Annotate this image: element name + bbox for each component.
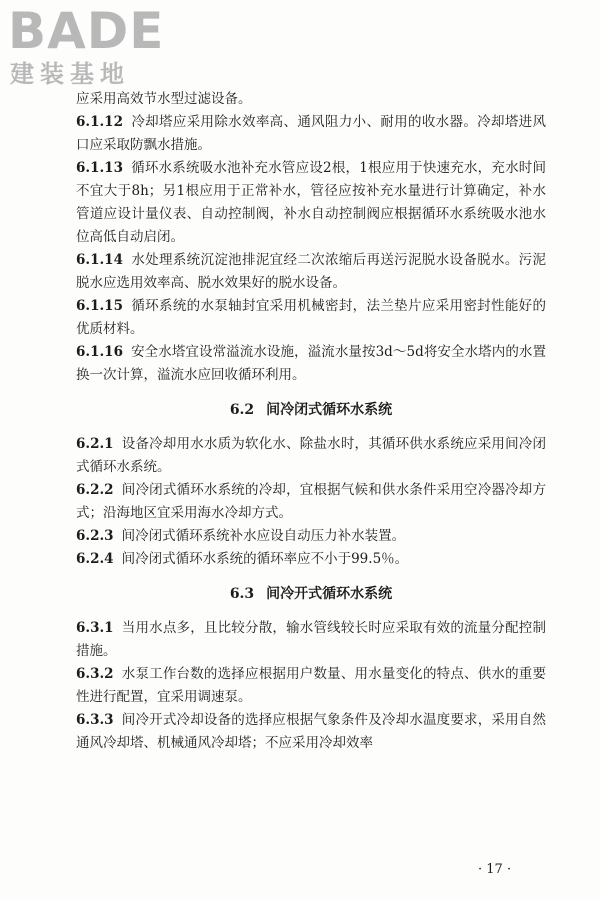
continued-text: 应采用高效节水型过滤设备。 [76,91,252,107]
clause-text: 设备冷却用水水质为软化水、除盐水时，其循环供水系统应采用间冷闭式循环水系统。 [76,436,546,475]
clause [76,111,546,157]
section-title: 间冷闭式循环水系统 [266,402,393,418]
clause-number: 6.2.2 [76,482,114,498]
clause-text: 循环水系统吸水池补充水管应设2根，1根应用于快速充水，充水时间不宜大于8h；另1根应用于正常补水，管径应按补充水量进行计算确定，补水管道应设计量仪表、自动控制阀，补水自动控制阀应根据循环水系统吸水池水位高低自动启闭。 [76,160,546,245]
section-heading [76,399,546,421]
clause [76,617,546,663]
clause-number: 6.3.2 [76,666,114,682]
clause-text: 间冷闭式循环水系统的循环率应不小于99.5％。 [121,551,409,567]
clause-text: 水泵工作台数的选择应根据用户数量、用水量变化的特点、供水的重要性进行配置，宜采用调速泵。 [76,666,546,705]
clause-number: 6.1.16 [76,344,123,360]
document-body [76,88,546,755]
section-heading [76,583,546,605]
clause-text: 循环系统的水泵轴封宜采用机械密封，法兰垫片应采用密封性能好的优质材料。 [76,298,546,337]
clause-text: 当用水点多，且比较分散，输水管线较长时应采取有效的流量分配控制措施。 [76,620,546,659]
clause [76,433,546,479]
section-number: 6.2 [229,402,255,418]
clause-text: 水处理系统沉淀池排泥宜经二次浓缩后再送污泥脱水设备脱水。污泥脱水应选用效率高、脱水效果好的脱水设备。 [76,252,546,291]
clause-text: 间冷开式冷却设备的选择应根据气象条件及冷却水温度要求，采用自然通风冷却塔、机械通风冷却塔；不应采用冷却效率 [76,712,546,751]
clause-number: 6.3.1 [76,620,114,636]
logo-wordmark: BADE [8,2,165,60]
clause-number: 6.2.3 [76,528,114,544]
clause-text: 冷却塔应采用除水效率高、通风阻力小、耐用的收水器。冷却塔进风口应采取防飘水措施。 [76,114,546,153]
section-number: 6.3 [229,586,255,602]
clause-text: 安全水塔宜设常溢流水设施，溢流水量按3d～5d将安全水塔内的水置换一次计算，溢流水应回收循环利用。 [76,344,546,383]
clause [76,295,546,341]
clause [76,479,546,525]
clause-number: 6.1.15 [76,298,123,314]
clause [76,341,546,387]
clause-text: 间冷闭式循环系统补水应设自动压力补水装置。 [121,528,406,544]
clause [76,157,546,249]
logo-subtitle: 建装基地 [10,60,130,88]
clause-number: 6.3.3 [76,712,114,728]
clause-number: 6.2.1 [76,436,114,452]
clause [76,525,546,548]
bade-logo [8,4,178,92]
clause [76,548,546,571]
page-number: · 17 · [478,862,512,877]
clause [76,709,546,755]
section-title: 间冷开式循环水系统 [266,586,393,602]
clause-text: 间冷闭式循环水系统的冷却，宜根据气候和供水条件采用空冷器冷却方式；沿海地区宜采用海水冷却方式。 [76,482,546,521]
clause-number: 6.1.13 [76,160,123,176]
clause [76,663,546,709]
clause-number: 6.2.4 [76,551,114,567]
clause-number: 6.1.12 [76,114,123,130]
clause-number: 6.1.14 [76,252,123,268]
clause [76,249,546,295]
